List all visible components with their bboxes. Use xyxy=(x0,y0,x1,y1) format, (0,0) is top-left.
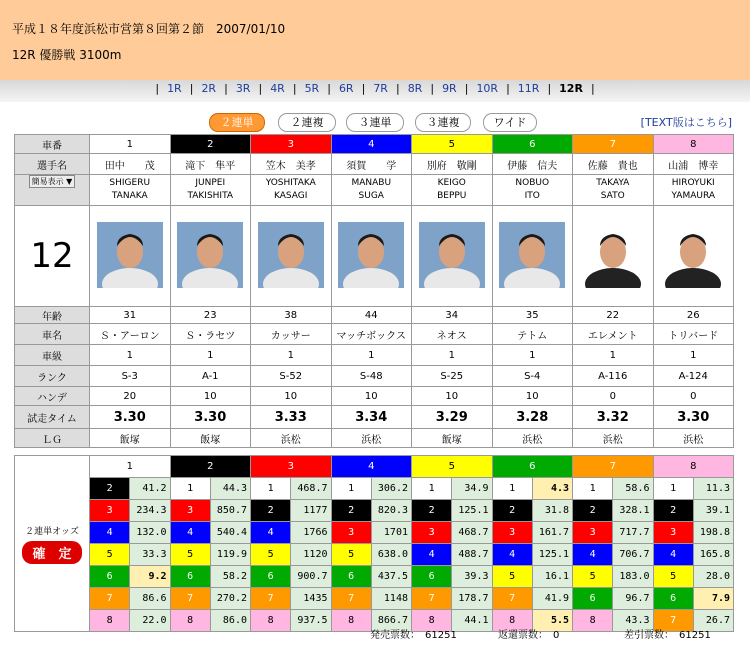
car-8: トリバード xyxy=(653,324,734,345)
odds-second-6-4: 4 xyxy=(492,544,532,566)
lg-7: 浜松 xyxy=(573,429,654,448)
name-5: 別府 敬剛 xyxy=(412,154,493,175)
race-number-cell xyxy=(15,206,90,307)
odds-second-4-3: 3 xyxy=(331,522,371,544)
no-4: 4 xyxy=(331,135,412,154)
lg-1: 飯塚 xyxy=(90,429,171,448)
odds-label: ２連単オッズ xyxy=(25,526,79,537)
odds-second-3-7: 8 xyxy=(251,610,291,632)
odds-second-5-5: 6 xyxy=(412,566,452,588)
odds-value-6-5: 16.1 xyxy=(532,566,572,588)
name-8: 山浦 博幸 xyxy=(653,154,734,175)
odds-value-4-5: 437.5 xyxy=(371,566,411,588)
sold-count: 発売票数： 61251 xyxy=(370,630,457,641)
odds-value-3-5: 900.7 xyxy=(291,566,331,588)
race-nav: | 1R | 2R | 3R | 4R | 5R | 6R | 7R | 8R | 9R | 10R | 11R | 12R | xyxy=(155,82,595,95)
race-link-6[interactable]: 6R xyxy=(338,82,354,95)
odds-value-1-6: 86.6 xyxy=(130,588,170,610)
lg-5: 飯塚 xyxy=(412,429,493,448)
race-link-1[interactable]: 1R xyxy=(167,82,182,95)
odds-value-5-3: 468.7 xyxy=(452,522,492,544)
no-3: 3 xyxy=(251,135,332,154)
rider-photo-1 xyxy=(97,222,163,288)
rider-photo-cell-8 xyxy=(653,206,734,307)
age-6: 35 xyxy=(492,307,573,324)
odds-second-7-1: 1 xyxy=(573,478,613,500)
name-1: 田中 茂 xyxy=(90,154,171,175)
page-header xyxy=(0,0,750,80)
odds-value-4-2: 820.3 xyxy=(371,500,411,522)
time-1: 3.30 xyxy=(90,406,171,429)
hande-6: 10 xyxy=(492,387,573,406)
car-number-label: 車番 xyxy=(15,135,90,154)
race-number: 12 xyxy=(30,236,74,276)
odds-second-4-2: 2 xyxy=(331,500,371,522)
odds-second-1-6: 7 xyxy=(90,588,130,610)
simple-display-cell xyxy=(15,175,90,206)
odds-value-7-2: 328.1 xyxy=(613,500,653,522)
odds-value-6-4: 125.1 xyxy=(532,544,572,566)
lg-4: 浜松 xyxy=(331,429,412,448)
hande-1: 20 xyxy=(90,387,171,406)
odds-value-8-2: 39.1 xyxy=(693,500,733,522)
rider-photo-3 xyxy=(258,222,324,288)
odds-value-2-3: 540.4 xyxy=(210,522,250,544)
car-4: マッチボックス xyxy=(331,324,412,345)
odds-value-2-2: 850.7 xyxy=(210,500,250,522)
age-1: 31 xyxy=(90,307,171,324)
rider-name-label: 選手名 xyxy=(15,154,90,175)
rank-7: A-116 xyxy=(573,366,654,387)
odds-second-7-5: 5 xyxy=(573,566,613,588)
hande-8: 0 xyxy=(653,387,734,406)
odds-value-5-1: 34.9 xyxy=(452,478,492,500)
rider-photo-5 xyxy=(419,222,485,288)
odds-value-5-2: 125.1 xyxy=(452,500,492,522)
romaji-1: SHIGERU TANAKA xyxy=(90,175,171,206)
race-link-9[interactable]: 9R xyxy=(442,82,457,95)
odds-value-7-3: 717.7 xyxy=(613,522,653,544)
odds-value-8-6: 7.9 xyxy=(693,588,733,610)
odds-second-2-3: 4 xyxy=(170,522,210,544)
age-4: 44 xyxy=(331,307,412,324)
odds-value-8-5: 28.0 xyxy=(693,566,733,588)
odds-value-6-1: 4.3 xyxy=(532,478,572,500)
rider-photo-cell-1 xyxy=(90,206,171,307)
bet-button-1[interactable]: ２連単 xyxy=(209,113,265,132)
odds-second-5-4: 4 xyxy=(412,544,452,566)
lg-3: 浜松 xyxy=(251,429,332,448)
race-link-7[interactable]: 7R xyxy=(373,82,388,95)
romaji-5: KEIGO BEPPU xyxy=(412,175,493,206)
odds-second-2-1: 1 xyxy=(170,478,210,500)
rider-table xyxy=(14,134,734,448)
car-1: Ｓ・アーロン xyxy=(90,324,171,345)
bet-button-3[interactable]: ３連単 xyxy=(346,113,404,132)
car-7: エレメント xyxy=(573,324,654,345)
odds-second-6-6: 7 xyxy=(492,588,532,610)
odds-second-5-3: 3 xyxy=(412,522,452,544)
odds-second-1-7: 8 xyxy=(90,610,130,632)
odds-second-5-1: 1 xyxy=(412,478,452,500)
romaji-2: JUNPEI TAKISHITA xyxy=(170,175,251,206)
odds-value-3-7: 937.5 xyxy=(291,610,331,632)
odds-value-2-6: 270.2 xyxy=(210,588,250,610)
odds-second-2-4: 5 xyxy=(170,544,210,566)
romaji-4: MANABU SUGA xyxy=(331,175,412,206)
rider-photo-cell-2 xyxy=(170,206,251,307)
age-8: 26 xyxy=(653,307,734,324)
time-5: 3.29 xyxy=(412,406,493,429)
rank-6: S-4 xyxy=(492,366,573,387)
lg-2: 飯塚 xyxy=(170,429,251,448)
age-7: 22 xyxy=(573,307,654,324)
age-2: 23 xyxy=(170,307,251,324)
rider-photo-7 xyxy=(580,222,646,288)
odds-col-head-5: 5 xyxy=(412,456,493,478)
odds-col-head-1: 1 xyxy=(90,456,171,478)
odds-second-3-3: 4 xyxy=(251,522,291,544)
rider-photo-8 xyxy=(660,222,726,288)
odds-value-5-5: 39.3 xyxy=(452,566,492,588)
odds-value-8-1: 11.3 xyxy=(693,478,733,500)
odds-value-1-3: 132.0 xyxy=(130,522,170,544)
odds-value-4-7: 866.7 xyxy=(371,610,411,632)
odds-value-6-7: 5.5 xyxy=(532,610,572,632)
odds-second-7-6: 6 xyxy=(573,588,613,610)
time-2: 3.30 xyxy=(170,406,251,429)
odds-second-3-6: 7 xyxy=(251,588,291,610)
odds-second-3-1: 1 xyxy=(251,478,291,500)
odds-second-6-1: 1 xyxy=(492,478,532,500)
odds-value-5-4: 488.7 xyxy=(452,544,492,566)
race-link-2[interactable]: 2R xyxy=(201,82,217,95)
race-subtitle: 12R 優勝戦 3100m xyxy=(12,48,122,62)
odds-value-8-3: 198.8 xyxy=(693,522,733,544)
odds-second-6-5: 5 xyxy=(492,566,532,588)
odds-table xyxy=(14,455,734,632)
hande-5: 10 xyxy=(412,387,493,406)
rank-1: S-3 xyxy=(90,366,171,387)
time-4: 3.34 xyxy=(331,406,412,429)
no-1: 1 xyxy=(90,135,171,154)
car-3: カッサー xyxy=(251,324,332,345)
odds-value-3-3: 1766 xyxy=(291,522,331,544)
odds-value-3-4: 1120 xyxy=(291,544,331,566)
odds-value-4-3: 1701 xyxy=(371,522,411,544)
class-7: 1 xyxy=(573,345,654,366)
class-6: 1 xyxy=(492,345,573,366)
odds-value-4-6: 1148 xyxy=(371,588,411,610)
odds-value-8-7: 26.7 xyxy=(693,610,733,632)
odds-second-5-2: 2 xyxy=(412,500,452,522)
odds-value-2-1: 44.3 xyxy=(210,478,250,500)
bet-button-5[interactable]: ワイド xyxy=(483,113,537,132)
confirmed-badge: 確 定 xyxy=(22,541,81,564)
class-1: 1 xyxy=(90,345,171,366)
text-version-link[interactable]: [TEXT版はこちら] xyxy=(640,116,732,129)
odds-second-2-5: 6 xyxy=(170,566,210,588)
rider-photo-cell-7 xyxy=(573,206,654,307)
car-class-label: 車級 xyxy=(15,345,90,366)
romaji-8: HIROYUKI YAMAURA xyxy=(653,175,734,206)
race-link-5[interactable]: 5R xyxy=(304,82,320,95)
class-8: 1 xyxy=(653,345,734,366)
romaji-7: TAKAYA SATO xyxy=(573,175,654,206)
odds-second-4-6: 7 xyxy=(331,588,371,610)
odds-second-1-3: 4 xyxy=(90,522,130,544)
odds-value-3-6: 1435 xyxy=(291,588,331,610)
race-link-3[interactable]: 3R xyxy=(235,82,251,95)
name-7: 佐藤 貴也 xyxy=(573,154,654,175)
car-2: Ｓ・ラセツ xyxy=(170,324,251,345)
odds-value-7-5: 183.0 xyxy=(613,566,653,588)
odds-second-4-7: 8 xyxy=(331,610,371,632)
rider-photo-cell-6 xyxy=(492,206,573,307)
rider-photo-2 xyxy=(177,222,243,288)
odds-col-head-8: 8 xyxy=(653,456,734,478)
odds-second-2-6: 7 xyxy=(170,588,210,610)
odds-col-head-3: 3 xyxy=(251,456,332,478)
class-2: 1 xyxy=(170,345,251,366)
race-link-10[interactable]: 10R xyxy=(476,82,499,95)
odds-value-2-4: 119.9 xyxy=(210,544,250,566)
bet-button-2[interactable]: ２連複 xyxy=(278,113,336,132)
odds-value-8-4: 165.8 xyxy=(693,544,733,566)
odds-second-6-7: 8 xyxy=(492,610,532,632)
class-5: 1 xyxy=(412,345,493,366)
page-title: 平成１８年度浜松市営第８回第２節 2007/01/10 xyxy=(12,22,286,36)
lg-label: ＬＧ xyxy=(15,429,90,448)
no-5: 5 xyxy=(412,135,493,154)
odds-second-4-4: 5 xyxy=(331,544,371,566)
bet-type-buttons xyxy=(0,113,750,133)
odds-col-head-2: 2 xyxy=(170,456,251,478)
romaji-3: YOSHITAKA KASAGI xyxy=(251,175,332,206)
age-label: 年齢 xyxy=(15,307,90,324)
hande-7: 0 xyxy=(573,387,654,406)
lg-6: 浜松 xyxy=(492,429,573,448)
odds-value-3-2: 1177 xyxy=(291,500,331,522)
odds-value-1-5: 9.2 xyxy=(130,566,170,588)
refund-count: 返還票数： 0 xyxy=(498,630,560,641)
simple-display-select[interactable]: 簡易表示 ▼ xyxy=(29,175,76,188)
odds-second-5-6: 7 xyxy=(412,588,452,610)
odds-value-1-7: 22.0 xyxy=(130,610,170,632)
odds-col-head-6: 6 xyxy=(492,456,573,478)
odds-second-2-2: 3 xyxy=(170,500,210,522)
odds-value-4-4: 638.0 xyxy=(371,544,411,566)
odds-second-8-7: 7 xyxy=(653,610,693,632)
hande-4: 10 xyxy=(331,387,412,406)
odds-value-6-6: 41.9 xyxy=(532,588,572,610)
odds-second-3-2: 2 xyxy=(251,500,291,522)
name-6: 伊藤 信夫 xyxy=(492,154,573,175)
no-2: 2 xyxy=(170,135,251,154)
odds-value-6-3: 161.7 xyxy=(532,522,572,544)
rank-2: A-1 xyxy=(170,366,251,387)
no-8: 8 xyxy=(653,135,734,154)
car-6: テトム xyxy=(492,324,573,345)
lg-8: 浜松 xyxy=(653,429,734,448)
odds-second-4-1: 1 xyxy=(331,478,371,500)
odds-value-7-6: 96.7 xyxy=(613,588,653,610)
rider-photo-4 xyxy=(338,222,404,288)
romaji-6: NOBUO ITO xyxy=(492,175,573,206)
rank-label: ランク xyxy=(15,366,90,387)
class-4: 1 xyxy=(331,345,412,366)
rank-4: S-48 xyxy=(331,366,412,387)
class-3: 1 xyxy=(251,345,332,366)
odds-second-8-2: 2 xyxy=(653,500,693,522)
rank-3: S-52 xyxy=(251,366,332,387)
rider-photo-cell-5 xyxy=(412,206,493,307)
odds-second-7-3: 3 xyxy=(573,522,613,544)
odds-col-head-7: 7 xyxy=(573,456,654,478)
odds-second-1-4: 5 xyxy=(90,544,130,566)
no-6: 6 xyxy=(492,135,573,154)
handicap-label: ハンデ xyxy=(15,387,90,406)
odds-second-8-4: 4 xyxy=(653,544,693,566)
bet-button-4[interactable]: ３連複 xyxy=(415,113,471,132)
rider-photo-cell-3 xyxy=(251,206,332,307)
odds-value-7-4: 706.7 xyxy=(613,544,653,566)
odds-second-6-2: 2 xyxy=(492,500,532,522)
odds-label-cell xyxy=(15,456,90,632)
odds-value-6-2: 31.8 xyxy=(532,500,572,522)
odds-value-7-7: 43.3 xyxy=(613,610,653,632)
rank-5: S-25 xyxy=(412,366,493,387)
odds-second-8-6: 6 xyxy=(653,588,693,610)
odds-value-1-1: 41.2 xyxy=(130,478,170,500)
odds-value-3-1: 468.7 xyxy=(291,478,331,500)
odds-value-2-5: 58.2 xyxy=(210,566,250,588)
car-5: ネオス xyxy=(412,324,493,345)
age-5: 34 xyxy=(412,307,493,324)
odds-value-1-4: 33.3 xyxy=(130,544,170,566)
odds-value-2-7: 86.0 xyxy=(210,610,250,632)
odds-second-2-7: 8 xyxy=(170,610,210,632)
rider-photo-cell-4 xyxy=(331,206,412,307)
rider-photo-6 xyxy=(499,222,565,288)
trial-time-label: 試走タイム xyxy=(15,406,90,429)
odds-second-6-3: 3 xyxy=(492,522,532,544)
car-name-label: 車名 xyxy=(15,324,90,345)
race-link-8[interactable]: 8R xyxy=(407,82,423,95)
name-2: 滝下 隼平 xyxy=(170,154,251,175)
name-3: 笠木 美孝 xyxy=(251,154,332,175)
odds-second-1-2: 3 xyxy=(90,500,130,522)
odds-second-1-1: 2 xyxy=(90,478,130,500)
time-3: 3.33 xyxy=(251,406,332,429)
age-3: 38 xyxy=(251,307,332,324)
no-7: 7 xyxy=(573,135,654,154)
odds-second-5-7: 8 xyxy=(412,610,452,632)
odds-second-8-1: 1 xyxy=(653,478,693,500)
odds-col-head-4: 4 xyxy=(331,456,412,478)
rank-8: A-124 xyxy=(653,366,734,387)
odds-second-1-5: 6 xyxy=(90,566,130,588)
hande-2: 10 xyxy=(170,387,251,406)
race-link-11[interactable]: 11R xyxy=(517,82,540,95)
odds-second-7-2: 2 xyxy=(573,500,613,522)
odds-second-8-5: 5 xyxy=(653,566,693,588)
net-count: 差引票数： 61251 xyxy=(624,630,711,641)
time-8: 3.30 xyxy=(653,406,734,429)
odds-second-4-5: 6 xyxy=(331,566,371,588)
odds-value-5-7: 44.1 xyxy=(452,610,492,632)
odds-value-1-2: 234.3 xyxy=(130,500,170,522)
odds-second-7-4: 4 xyxy=(573,544,613,566)
odds-second-7-7: 8 xyxy=(573,610,613,632)
odds-second-3-4: 5 xyxy=(251,544,291,566)
odds-value-7-1: 58.6 xyxy=(613,478,653,500)
odds-value-5-6: 178.7 xyxy=(452,588,492,610)
odds-value-4-1: 306.2 xyxy=(371,478,411,500)
name-4: 須賀 学 xyxy=(331,154,412,175)
race-link-4[interactable]: 4R xyxy=(270,82,285,95)
race-link-12[interactable]: 12R xyxy=(559,82,583,95)
time-6: 3.28 xyxy=(492,406,573,429)
odds-second-3-5: 6 xyxy=(251,566,291,588)
time-7: 3.32 xyxy=(573,406,654,429)
odds-second-8-3: 3 xyxy=(653,522,693,544)
hande-3: 10 xyxy=(251,387,332,406)
